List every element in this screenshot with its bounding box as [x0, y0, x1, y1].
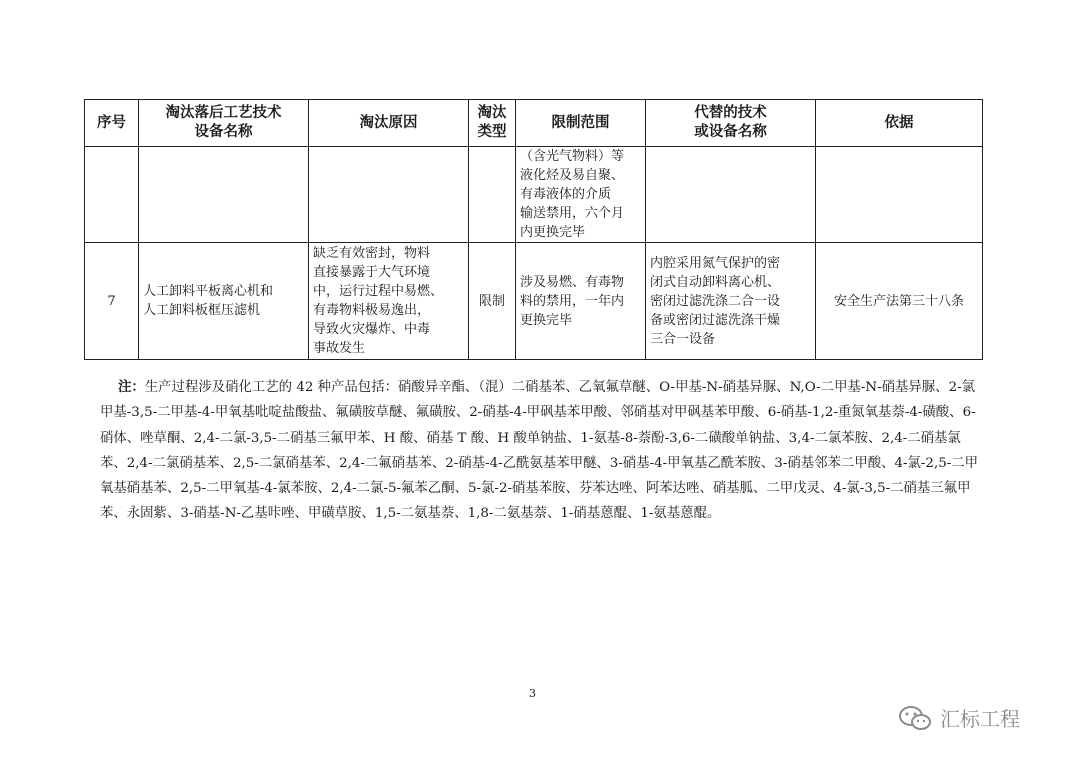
- cell-basis: 安全生产法第三十八条: [816, 243, 983, 360]
- header-reason: 淘汰原因: [309, 100, 469, 147]
- header-type: 淘汰 类型: [469, 100, 516, 147]
- cell-replacement: 内腔采用氮气保护的密 闭式自动卸料离心机、 密闭过滤洗涤二合一设 备或密闭过滤洗涤干燥 三合一设备: [646, 243, 816, 360]
- wechat-icon: [898, 705, 932, 731]
- cell-no: [85, 147, 139, 243]
- cell-name: 人工卸料平板离心机和 人工卸料板框压滤机: [139, 243, 309, 360]
- cell-scope: 涉及易燃、有毒物 料的禁用，一年内 更换完毕: [516, 243, 646, 360]
- footnote-label: 注：: [118, 380, 145, 395]
- page-number: 3: [529, 687, 536, 700]
- header-replacement: 代替的技术 或设备名称: [646, 100, 816, 147]
- cell-type: [469, 147, 516, 243]
- table-row: [85, 243, 983, 360]
- cell-basis: [816, 147, 983, 243]
- table-header-row: [85, 100, 983, 147]
- cell-reason: [309, 147, 469, 243]
- header-no: 序号: [85, 100, 139, 147]
- cell-name: [139, 147, 309, 243]
- footnote-text: 生产过程涉及硝化工艺的 42 种产品包括：硝酸异辛酯、（混）二硝基苯、乙氧氟草醚、O-甲基-N-硝基异脲、N,O-二甲基-N-硝基异脲、2-氯甲基-3,5-二甲基-4-甲氧基吡啶盐酸盐、氟磺胺草醚、氟磺胺、2-硝基-4-甲砜基苯甲酸、邻硝基对甲砜基苯甲酸、6-硝基-1,2-重氮氧基萘-4-磺酸、6-硝体、唑草酮、2,4-二氯-3,5-二硝基三氟甲苯、H 酸、硝基 T 酸、H 酸单钠盐、1-氨基-8-萘酚-3,6-二磺酸单钠盐、3,4-二氯苯胺、2,4-二硝基氯苯、2,4-二氯硝基苯、2,5-二氯硝基苯、2,4-二氟硝基苯、2-硝基-4-乙酰氨基苯甲醚、3-硝基-4-甲氧基乙酰苯胺、3-硝基邻苯二甲酸、4-氯-2,5-二甲氧基硝基苯、2,5-二甲氧基-4-氯苯胺、2,4-二氯-5-氟苯乙酮、5-氯-2-硝基苯胺、芬苯达唑、阿苯达唑、硝基胍、二甲戊灵、4-氯-3,5-二硝基三氟甲苯、永固紫、3-硝基-N-乙基咔唑、甲磺草胺、1,5-二氨基萘、1,8-二氨基萘、1-硝基蒽醌、1-氨基蒽醌。: [100, 380, 979, 522]
- header-scope: 限制范围: [516, 100, 646, 147]
- watermark: [898, 703, 1020, 732]
- elimination-table: [84, 99, 983, 360]
- cell-no: 7: [85, 243, 139, 360]
- footnote: [100, 375, 980, 527]
- header-basis: 依据: [816, 100, 983, 147]
- watermark-text: 汇标工程: [940, 707, 1020, 731]
- cell-reason: 缺乏有效密封，物料 直接暴露于大气环境 中，运行过程中易燃、 有毒物料极易逸出， 导致火灾爆炸、中毒 事故发生: [309, 243, 469, 360]
- cell-scope: （含光气物料）等 液化烃及易自聚、 有毒液体的介质 输送禁用，六个月 内更换完毕: [516, 147, 646, 243]
- cell-type: 限制: [469, 243, 516, 360]
- table-row: [85, 147, 983, 243]
- header-name: 淘汰落后工艺技术 设备名称: [139, 100, 309, 147]
- cell-replacement: [646, 147, 816, 243]
